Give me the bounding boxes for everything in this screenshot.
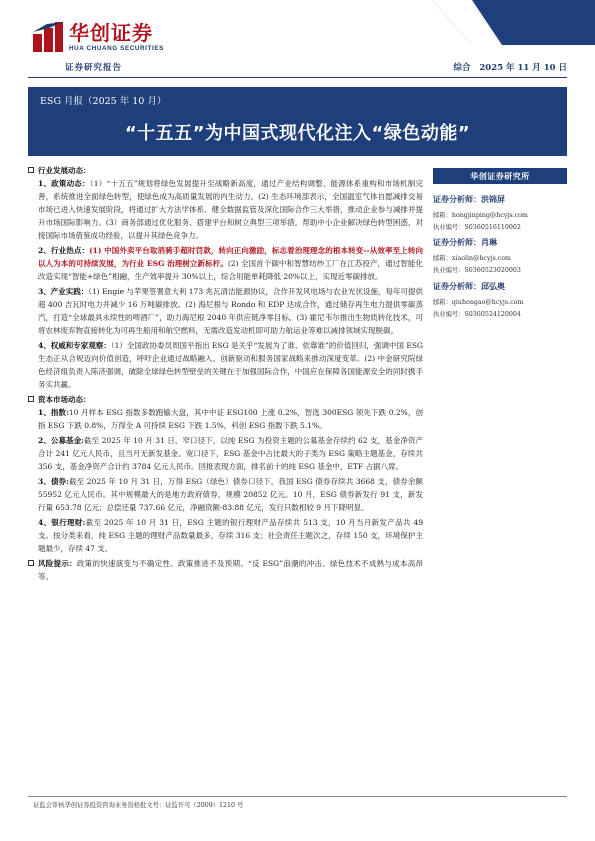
email-label: 邮箱： [433,212,452,219]
logo-subtext: HUA CHUANG SECURITIES [69,45,164,52]
paragraph-text: （1) Engie 与苹果签署意大利 173 兆瓦清洁能源协议，合作开发风电场与农业光伏设施，每年可提供超 400 吉瓦时电力并减少 16 万吨碳排放。(2) 海尼根与 Rondo 和 EDP 达成合作，通过储存再生电力提供零碳蒸汽，打造“全球最具永续性的啤酒厂”，助力海尼根 2040 年供应链净零目标。(3) 霍尼韦尔推出生物质转化技术，可将农林废弃物直接转化为可再生船用和航空燃料，无需改造发动机即可助力航运业等难以减排领域实现脱碳。 [38,287,424,335]
analyst-cert: S0360516110002 [464,223,521,231]
analyst-name: 邱弘奥 [481,281,505,291]
analyst-email[interactable]: hongjinping@hcyjs.com [451,212,528,219]
report-date: 2025 年 11 月 10 日 [479,63,567,73]
analyst-cert: S0360523020003 [464,266,521,274]
header-divider [28,77,567,78]
paragraph-text: （1）全国政协委员周国平指出 ESG 是关乎“发展为了谁、依靠谁”的价值回归，强调中国 ESG 生态正从合规迈向价值创造，呼吁企业通过战略融入、创新驱动和服务国家战略来推动深度变革。(2) 中金研究院绿色经济组负责人陈济强调，破除全球绿色转型壁垒的关键在于加强国际合作，中国应在保障各国能源安全的同时携手务实共赢。 [38,341,423,389]
analyst-role-label: 证券分析师： [433,237,481,247]
analyst-role [433,193,567,205]
paragraph-index [28,406,423,432]
checkbox-bullet-icon [28,396,34,402]
cert-label: 执业编号： [433,223,465,231]
section-risk [28,557,423,583]
analyst-cert-row [433,222,567,234]
paragraph-label: 1、政策动态： [38,179,90,188]
main-content [28,164,423,583]
analyst-card [433,280,567,320]
report-type: 证券研究报告 [65,63,123,73]
paragraph-text: 截至 2025 年 10 月 31 日，ESG 主题的银行理财产品存续共 513 支，10 月当月新发产品共 49 支。按分类来看，纯 ESG 主题的理财产品数量最多，存续 316 支；社会责任主题次之，存续 150 支，环境保护主题最少，存续 47 支。 [38,518,423,553]
paragraph-label: 4、银行理财: [38,518,86,527]
analyst-cert-row [433,265,567,277]
sidebar-title: 华创证券研究所 [433,168,567,184]
report-title: “十五五”为中国式现代化注入“绿色动能” [124,123,471,144]
email-label: 邮箱： [433,255,452,262]
paragraph-label: 3、债券: [38,477,69,486]
paragraph-text: 10 月样本 ESG 指数多数跑输大盘，其中中证 ESG100 上涨 0.2%，智选 300ESG 领先下跌 0.2%，创指 ESG 下跌 0.8%，万得全 A 可持续 ESG 下跌 1.5%，科创 ESG 指数下跌 5.1%。 [38,408,423,430]
analyst-role [433,280,567,292]
analyst-name: 洪锦屏 [481,194,505,204]
section-capital [28,393,423,406]
report-meta [453,61,567,73]
paragraph-hotspots [28,244,423,283]
analyst-email-row [433,253,567,265]
risk-text: 政策的快速演变与不确定性、政策推进不及预期、“反 ESG”浪潮的冲击、绿色技术不成熟与成本高昂等。 [38,559,423,581]
footer-divider [28,796,567,797]
paragraph-label: 1、指数: [38,408,69,417]
analyst-cert: S0360524120004 [464,310,521,318]
paragraph-policy [28,177,423,242]
analyst-email[interactable]: xiaolin@hcyjs.com [451,255,511,262]
analyst-role-label: 证券分析师： [433,281,481,291]
paragraph-text: 截至 2025 年 10 月 31 日，万得 ESG（绿色）债券口径下，我国 ESG 债券存续共 3668 支，债券余额 55952 亿元人民币。其中规模最大的是地方政府债券，规模 20852 亿元。10 月，ESG 债券新发行 91 支，新发行量 653.78 亿元；总偿还量 737.66 亿元，净融资额-83.88 亿元，发行只数相较 9 月下降明显。 [38,477,423,512]
analyst-email-row [433,297,567,309]
paragraph-bonds [28,475,423,514]
checkbox-bullet-icon [28,560,34,566]
corner-decoration [432,0,595,45]
highlight-text: (1) 中国外卖平台取消骑手超时罚款，转向正向激励，标志着治理理念的根本转变--从效率至上转向以人为本的可持续发展，为行业 ESG 治理树立新标杆。 [38,246,423,268]
section-heading: 行业发展动态： [38,166,91,175]
paragraph-practice [28,285,423,337]
paragraph-text: (2) 全国首个碳中和智慧纺纱工厂在江苏投产，通过智能化改造实现“智能+绿色”相融，生产效率提升 30%以上，综合用能单耗降低 20%以上，实现近零碳排放。 [38,259,423,281]
analyst-role [433,236,567,248]
analyst-card [433,193,567,233]
analyst-card [433,236,567,276]
report-category: 综合 [453,63,471,73]
checkbox-bullet-icon [28,167,34,173]
analyst-email-row [433,210,567,222]
paragraph-label: 4、权威和专家观察： [38,341,111,350]
analyst-name: 肖琳 [481,237,497,247]
cert-label: 执业编号： [433,310,465,318]
footer-text: 证监会审核华创证券投资咨询业务资格批文号：证监许可（2009）1210 号 [33,802,244,809]
logo-mark-icon [33,22,63,52]
risk-label: 风险提示： [38,559,77,568]
paragraph-label: 2、行业热点： [38,246,90,255]
report-subtitle: ESG 月报（2025 年 10 月） [40,96,167,107]
section-industry [28,164,423,177]
section-heading: 资本市场动态： [38,395,91,404]
paragraph-experts [28,339,423,391]
logo-text: 华创证券 [69,21,153,45]
paragraph-label: 3、产业实践： [38,287,89,296]
cert-label: 执业编号： [433,266,465,274]
paragraph-wealth [28,516,423,555]
paragraph-text: 截至 2025 年 10 月 31 日，窄口径下，以纯 ESG 为投资主题的公募基金存续约 62 支，基金净资产合计 241 亿元人民币，且当月无新发基金。宽口径下，ESG 基金中占比最大的子类为 ESG 策略主题基金，存续共 356 支，基金净资产合计约 3784 亿元人民币。回报表现方面，排名前十的纯 ESG 基金中，ETF 占据八席。 [38,436,423,471]
analyst-role-label: 证券分析师： [433,194,481,204]
analyst-email[interactable]: qiuhongao@hcyjs.com [451,299,524,306]
paragraph-label: 2、公募基金: [38,436,84,445]
paragraph-funds [28,434,423,473]
analyst-cert-row [433,309,567,321]
paragraph-text: （1）“十五五”规划将绿色发展提升至战略新高度，通过产业结构调整、能源体系重构和市场机制完善，系统推进全面绿色转型，使绿色成为高质量发展的内生动力。(2) 生态环境部表示，全国温室气体自愿减排交易市场已进入快速发展阶段，将通过扩大方法学体系、健全数据监管及深化国际合作三大举措，推动企业参与减排并提升市场国际影响力。(3）商务部通过优化服务、搭建平台和树立典型三项举措，帮助中小企业解决绿色转型困惑，对接国际市场借鉴成功经验，以提升其绿色竞争力。 [38,179,423,240]
email-label: 邮箱： [433,299,452,306]
